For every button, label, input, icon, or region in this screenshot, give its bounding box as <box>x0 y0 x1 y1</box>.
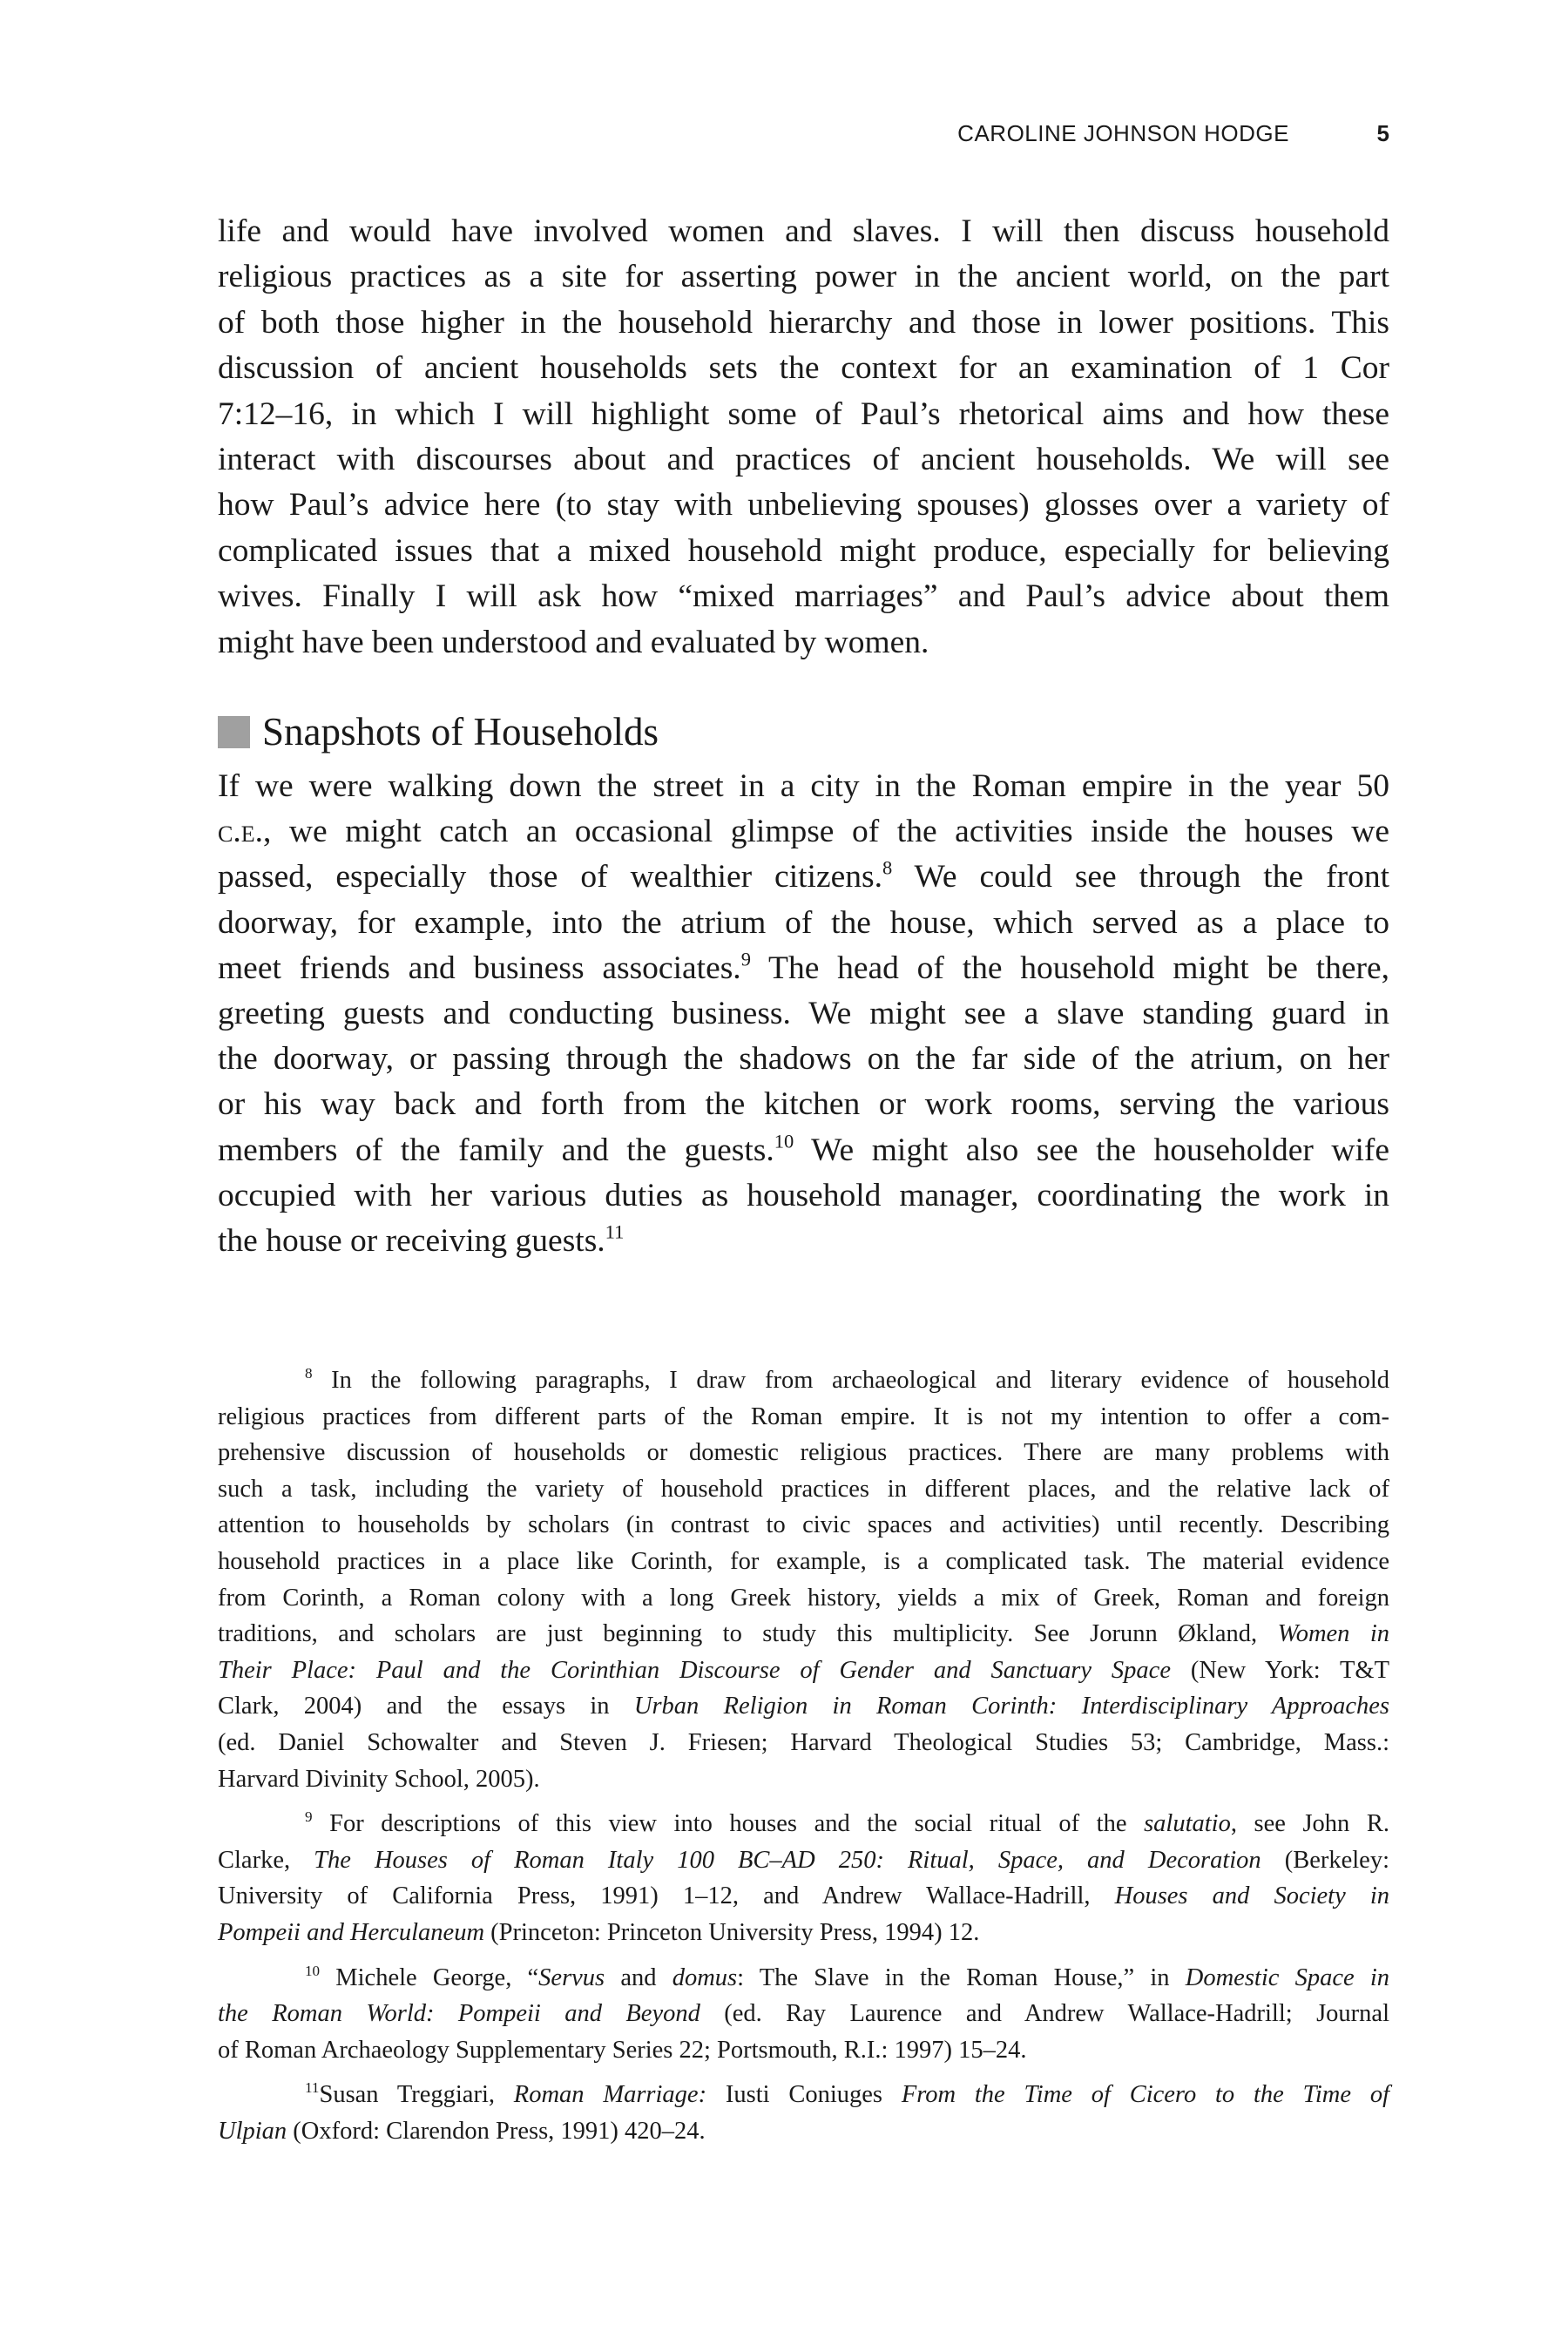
text-line <box>218 1507 1389 1544</box>
section-heading <box>218 707 659 756</box>
text-line <box>218 1960 1389 1997</box>
italic-text: the Roman World: Pompeii and Beyond <box>218 2000 700 2028</box>
text-segment: c.e. <box>218 814 263 850</box>
footnote-9 <box>218 1806 1389 1950</box>
text-segment: wives. Finally I will ask how “mixed marriages” and Paul’s advice about them <box>218 578 1389 615</box>
text-segment: household practices in a place like Corinth, for example, is a complicated task. The material evidence <box>218 1547 1389 1575</box>
text-line <box>218 1878 1389 1915</box>
text-segment: 7:12–16, in which I will highlight some of Paul’s rhetorical aims and how these <box>218 395 1389 432</box>
section-heading-text: Snapshots of Households <box>262 710 659 754</box>
text-segment: doorway, for example, into the atrium of the house, which served as a place to <box>218 904 1389 941</box>
text-segment: the doorway, or passing through the shadows on the far side of the atrium, on her <box>218 1041 1389 1078</box>
text-segment: passed, especially those of wealthier citizens. <box>218 859 882 896</box>
text-segment: life and would have involved women and slaves. I will then discuss household <box>218 213 1389 249</box>
text-segment: traditions, and scholars are just beginning to study this multiplicity. See Jorunn Økland, <box>218 1620 1278 1648</box>
text-segment: Iusti Coniuges <box>706 2081 902 2109</box>
italic-text: Domestic Space in <box>1185 1963 1389 1991</box>
text-segment: Susan Treggiari, <box>319 2081 514 2109</box>
text-line <box>218 855 1389 900</box>
text-line <box>218 1082 1389 1127</box>
text-segment: greeting guests and conducting business. We might see a slave standing guard in <box>218 996 1389 1032</box>
text-line <box>218 392 1389 437</box>
text-segment: prehensive discussion of households or domestic religious practices. There are many problems with <box>218 1439 1389 1467</box>
italic-text: Pompeii and Herculaneum <box>218 1918 485 1946</box>
text-segment: If we were walking down the street in a city in the Roman empire in the year 50 <box>218 768 1389 804</box>
text-segment: religious practices from different parts of the Roman empire. It is not my intention to offer a com- <box>218 1402 1389 1430</box>
text-segment: (ed. Daniel Schowalter and Steven J. Friesen; Harvard Theological Studies 53; Cambridge, Mass.: <box>218 1728 1389 1756</box>
text-line <box>218 1996 1389 2032</box>
text-segment: religious practices as a site for asserting power in the ancient world, on the part <box>218 259 1389 295</box>
text-line <box>218 1435 1389 1471</box>
text-line <box>218 529 1389 574</box>
italic-text: Servus <box>538 1963 605 1991</box>
text-segment: For descriptions of this view into houses and the social ritual of the <box>312 1810 1145 1838</box>
italic-text: salutatio <box>1144 1810 1231 1838</box>
text-segment: Harvard Divinity School, 2005). <box>218 1765 540 1793</box>
text-segment: how Paul’s advice here (to stay with unbelieving spouses) glosses over a variety of <box>218 487 1389 524</box>
text-line <box>218 1544 1389 1580</box>
text-line <box>218 2113 1389 2150</box>
footnote-marker: 9 <box>740 948 751 970</box>
italic-text: domus <box>672 1963 738 1991</box>
text-line <box>218 1688 1389 1725</box>
footnote-marker: 11 <box>305 2079 320 2097</box>
footnote-marker: 8 <box>305 1364 313 1382</box>
text-line <box>218 1842 1389 1879</box>
text-line <box>218 254 1389 300</box>
text-segment: Clarke, <box>218 1846 314 1874</box>
text-segment: University of California Press, 1991) 1–12, and Andrew Wallace-Hadrill, <box>218 1882 1115 1910</box>
footnote-marker: 9 <box>305 1808 313 1826</box>
text-line <box>218 1399 1389 1436</box>
text-segment: (Oxford: Clarendon Press, 1991) 420–24. <box>287 2117 706 2145</box>
text-line <box>218 1037 1389 1082</box>
text-segment: discussion of ancient households sets the context for an examination of 1 Cor <box>218 350 1389 387</box>
text-segment: We might also see the householder wife <box>794 1132 1390 1168</box>
text-line <box>218 1761 1389 1798</box>
italic-text: Houses and Society in <box>1114 1882 1390 1910</box>
footnote-8 <box>218 1362 1389 1797</box>
text-segment: : The Slave in the Roman House,” in <box>737 1963 1186 1991</box>
running-head <box>218 120 1389 155</box>
text-segment: of Roman Archaeology Supplementary Series 22; Portsmouth, R.I.: 1997) 15–24. <box>218 2036 1027 2064</box>
text-segment: and <box>605 1963 672 1991</box>
italic-text: The Houses of Roman Italy 100 BC–AD 250: Ritual, Space, and Decoration <box>314 1846 1261 1874</box>
text-line <box>218 809 1389 855</box>
text-segment: meet friends and business associates. <box>218 950 741 986</box>
text-line <box>218 1652 1389 1689</box>
running-head-author: CAROLINE JOHNSON HODGE <box>957 120 1289 146</box>
text-segment: or his way back and forth from the kitchen or work rooms, serving the various <box>218 1086 1389 1123</box>
italic-text: Ulpian <box>218 2117 287 2145</box>
text-segment: interact with discourses about and practices of ancient households. We will see <box>218 442 1389 478</box>
text-line <box>218 2077 1389 2113</box>
text-segment: occupied with her various duties as household manager, coordinating the work in <box>218 1177 1389 1213</box>
footnote-marker: 11 <box>605 1220 625 1243</box>
text-line <box>218 1471 1389 1508</box>
text-line <box>218 901 1389 946</box>
text-segment: The head of the household might be there, <box>750 950 1389 986</box>
text-line <box>218 946 1389 991</box>
italic-text: Their Place: Paul and the Corinthian Discourse of Gender and Sanctuary Space <box>218 1656 1171 1684</box>
text-segment: might have been understood and evaluated by women. <box>218 624 929 660</box>
text-line <box>218 483 1389 528</box>
text-line <box>218 209 1389 254</box>
text-segment: In the following paragraphs, I draw from archaeological and literary evidence of household <box>312 1367 1389 1394</box>
italic-text: Urban Religion in Roman Corinth: Interdisciplinary Approaches <box>633 1693 1389 1720</box>
text-segment: attention to households by scholars (in contrast to civic spaces and activities) until recently. Describing <box>218 1511 1389 1539</box>
text-line <box>218 1362 1389 1399</box>
text-segment: (ed. Ray Laurence and Andrew Wallace-Hadrill; Journal <box>700 2000 1389 2028</box>
italic-text: From the Time of Cicero to the Time of <box>901 2081 1389 2109</box>
text-segment: , see John R. <box>1230 1810 1389 1838</box>
footnote-marker: 10 <box>774 1130 794 1152</box>
text-line <box>218 1173 1389 1219</box>
text-segment: such a task, including the variety of household practices in different places, and the relative lack of <box>218 1475 1389 1503</box>
text-line <box>218 437 1389 483</box>
text-segment: (New York: T&T <box>1170 1656 1390 1684</box>
text-segment: (Princeton: Princeton University Press, 1994) 12. <box>484 1918 980 1946</box>
text-segment: members of the family and the guests. <box>218 1132 774 1168</box>
text-line <box>218 2032 1389 2069</box>
text-line <box>218 1580 1389 1617</box>
text-line <box>218 1915 1389 1951</box>
text-segment: the house or receiving guests. <box>218 1223 605 1260</box>
text-line <box>218 620 1389 666</box>
heading-square-icon <box>218 716 250 748</box>
footnote-10 <box>218 1960 1389 2069</box>
text-line <box>218 1616 1389 1652</box>
text-line <box>218 1128 1389 1173</box>
text-line <box>218 1219 1389 1264</box>
footnotes <box>218 1362 1389 2158</box>
footnote-11 <box>218 2077 1389 2149</box>
text-segment: We could see through the front <box>892 859 1389 896</box>
page-number: 5 <box>1376 120 1389 146</box>
text-line <box>218 1725 1389 1761</box>
text-line <box>218 1806 1389 1842</box>
text-line <box>218 574 1389 619</box>
text-line <box>218 991 1389 1037</box>
text-segment: Michele George, “ <box>320 1963 539 1991</box>
text-segment: complicated issues that a mixed household might produce, especially for believing <box>218 532 1389 569</box>
text-line <box>218 346 1389 391</box>
body-paragraph-1 <box>218 209 1389 666</box>
italic-text: Roman Marriage: <box>513 2081 707 2109</box>
italic-text: Women in <box>1277 1620 1389 1648</box>
text-segment: (Berkeley: <box>1260 1846 1389 1874</box>
text-segment: from Corinth, a Roman colony with a long Greek history, yields a mix of Greek, Roman and foreign <box>218 1584 1389 1612</box>
footnote-marker: 8 <box>882 856 893 879</box>
text-segment: , we might catch an occasional glimpse of the activities inside the houses we <box>262 814 1389 850</box>
text-line <box>218 301 1389 346</box>
text-segment: Clark, 2004) and the essays in <box>218 1693 634 1720</box>
text-line <box>218 764 1389 809</box>
footnote-marker: 10 <box>305 1962 321 1979</box>
body-paragraph-2 <box>218 764 1389 1264</box>
text-segment: of both those higher in the household hierarchy and those in lower positions. This <box>218 304 1389 341</box>
